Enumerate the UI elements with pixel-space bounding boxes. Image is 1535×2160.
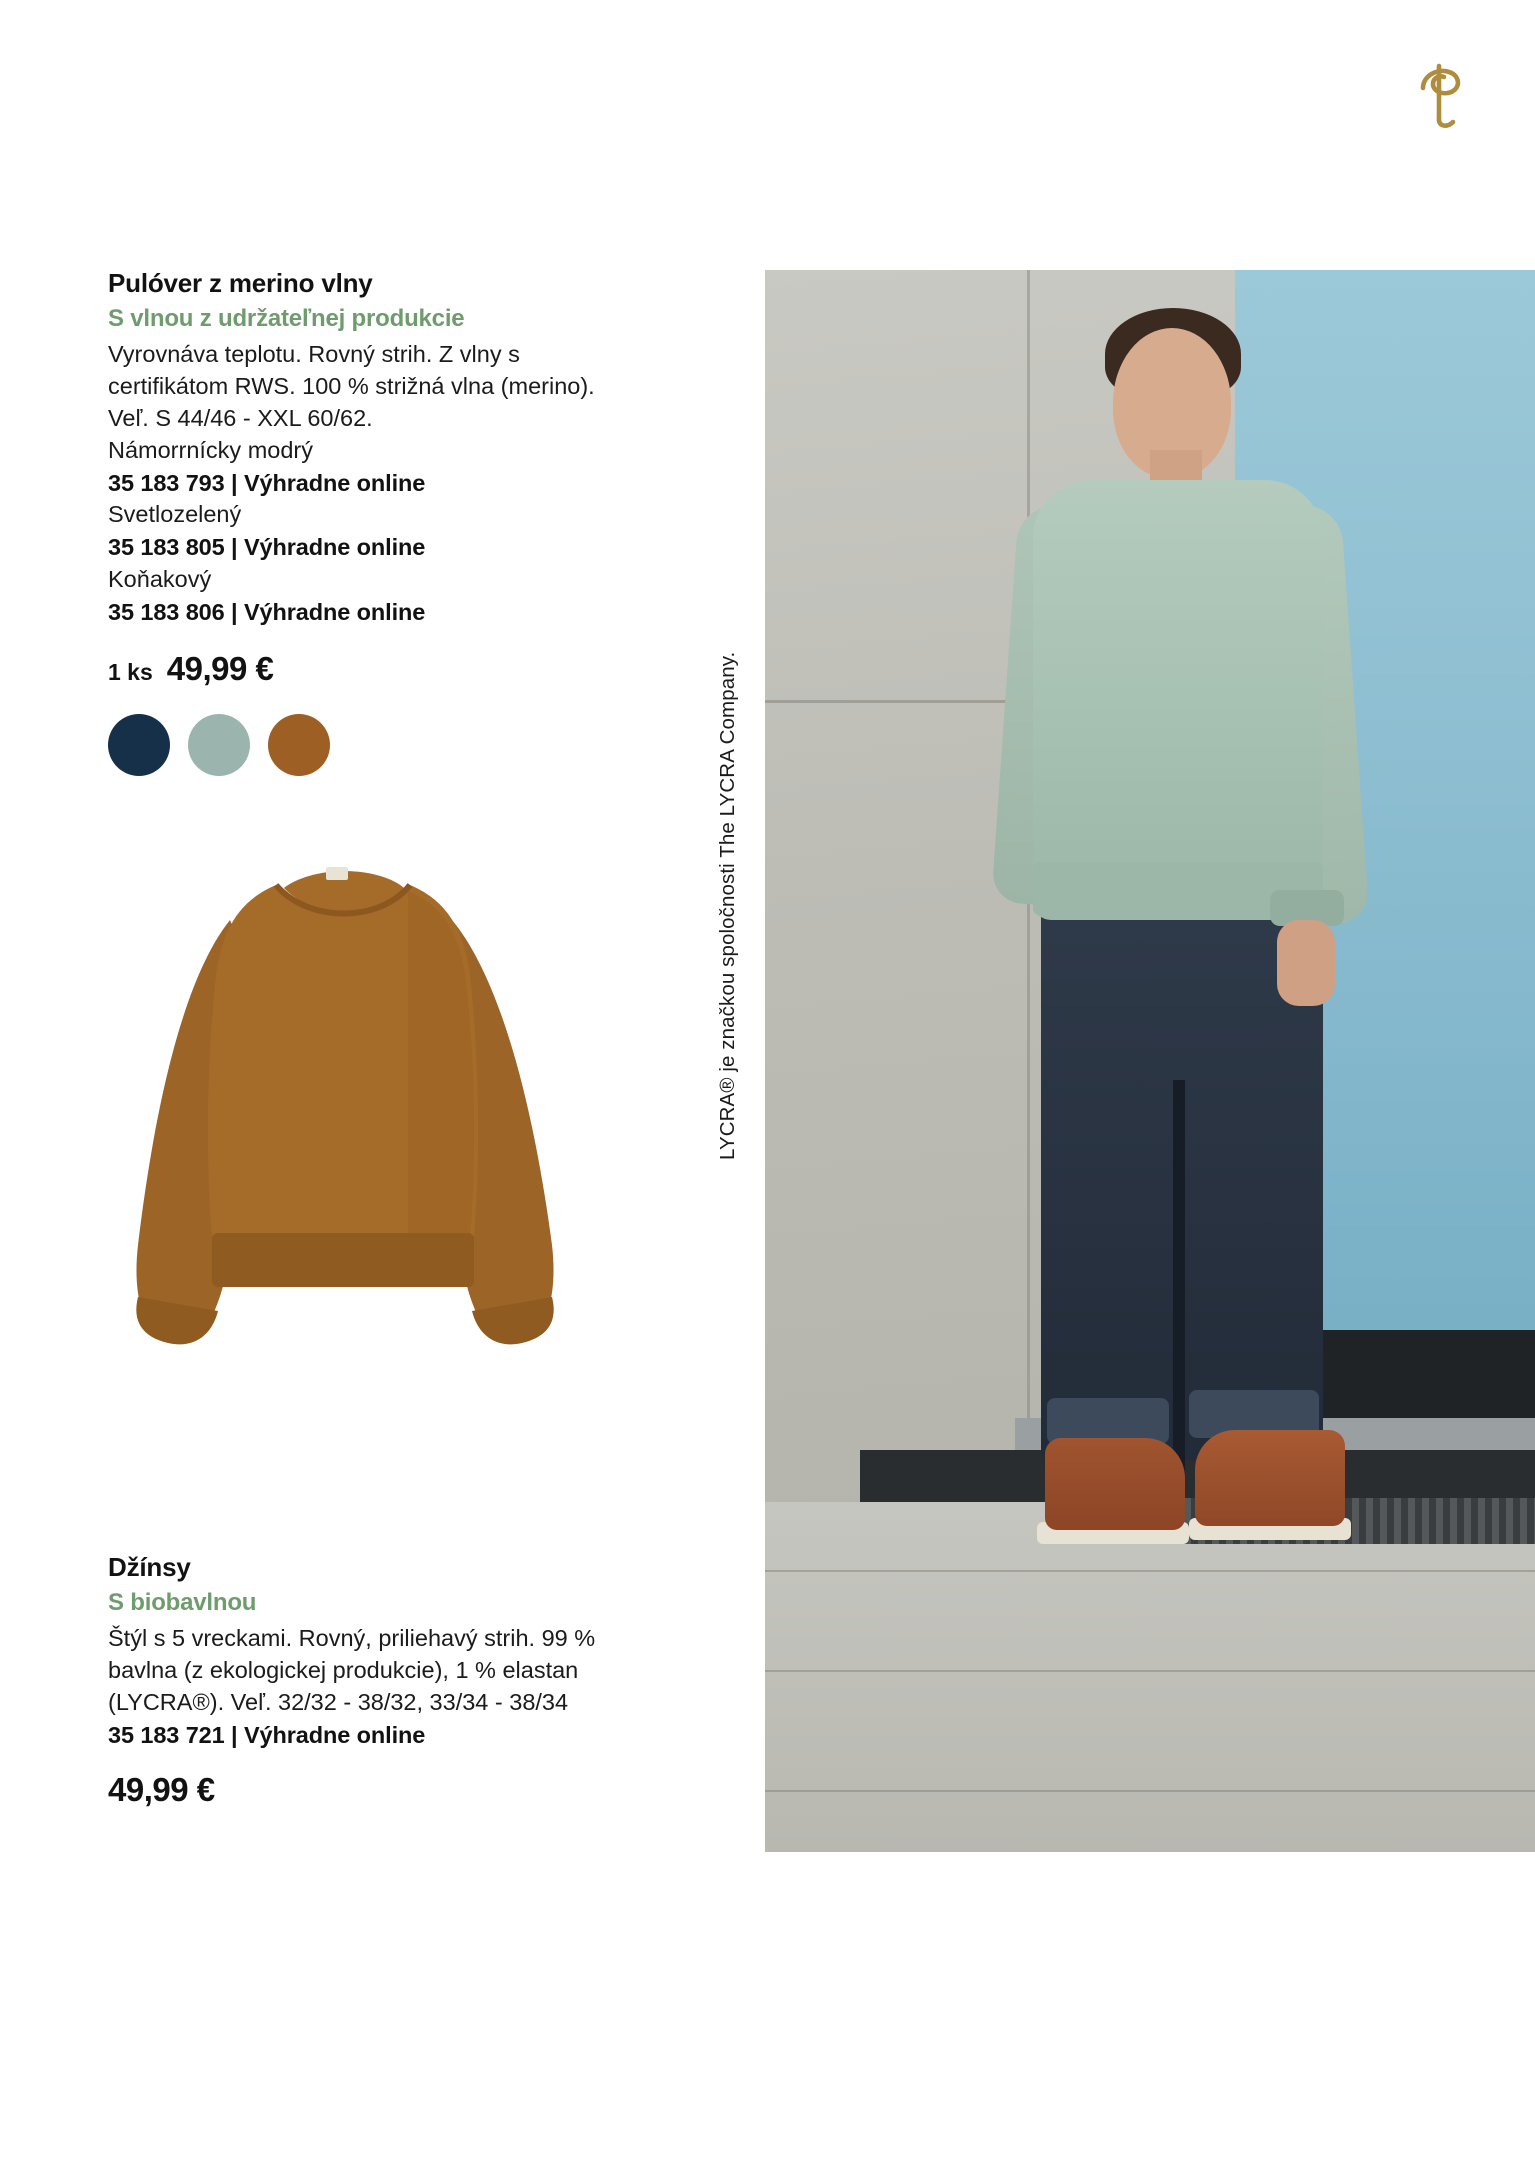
product-subtitle: S vlnou z udržateľnej produkcie xyxy=(108,305,465,332)
product-subtitle: S biobavlnou xyxy=(108,1589,257,1616)
color-swatch-navy[interactable] xyxy=(108,714,170,776)
model-hand xyxy=(1277,920,1335,1006)
variant-color-name: Koňakový xyxy=(108,565,212,592)
photo-pavement-line xyxy=(765,1670,1535,1672)
photo-pavement xyxy=(765,1502,1535,1852)
photo-wall-seam-vertical xyxy=(1027,270,1030,1570)
lycra-credit: LYCRA® je značkou spoločnosti The LYCRA Company. xyxy=(716,651,739,1160)
price-value: 49,99 € xyxy=(166,649,274,687)
variant-color-name: Svetlozelený xyxy=(108,501,242,528)
lifestyle-photo-model xyxy=(765,270,1535,1852)
photo-pavement-line xyxy=(765,1790,1535,1792)
variant-color-name: Námorrnícky modrý xyxy=(108,436,314,463)
brand-logo xyxy=(1403,58,1473,130)
variant-article-number: 35 183 806 | Výhradne online xyxy=(108,598,426,625)
product-image-sweater-cognac xyxy=(108,845,608,1480)
model-sweater xyxy=(1033,480,1323,920)
product-info-jeans xyxy=(108,1552,608,1809)
variant-article-number: 35 183 793 | Výhradne online xyxy=(108,469,426,496)
price-row xyxy=(108,650,608,688)
model-jeans-inseam xyxy=(1173,1080,1185,1480)
variant-article-number: 35 183 805 | Výhradne online xyxy=(108,534,426,561)
price-quantity-label: 1 ks xyxy=(108,658,153,685)
product-description: Vyrovnáva teplotu. Rovný strih. Z vlny s certifikátom RWS. 100 % strižná vlna (merino). Veľ. S 44/46 - XXL 60/62. xyxy=(108,341,595,431)
product-title: Pulóver z merino vlny xyxy=(108,268,373,298)
price-value: 49,99 € xyxy=(108,1771,215,1809)
product-description: Štýl s 5 vreckami. Rovný, priliehavý strih. 99 % bavlna (z ekologickej produkcie), 1 % elastan (LYCRA®). Veľ. 32/32 - 38/32, 33/34 - 38/34 xyxy=(108,1625,596,1715)
product-title: Džínsy xyxy=(108,1552,191,1582)
photo-pavement-line xyxy=(765,1570,1535,1572)
model-boot-left xyxy=(1045,1438,1185,1530)
article-number: 35 183 721 | Výhradne online xyxy=(108,1721,426,1748)
color-swatch-light-green[interactable] xyxy=(188,714,250,776)
model-boot-right xyxy=(1195,1430,1345,1526)
product-info-sweater xyxy=(108,268,608,776)
color-swatch-cognac[interactable] xyxy=(268,714,330,776)
color-swatch-group xyxy=(108,714,608,776)
